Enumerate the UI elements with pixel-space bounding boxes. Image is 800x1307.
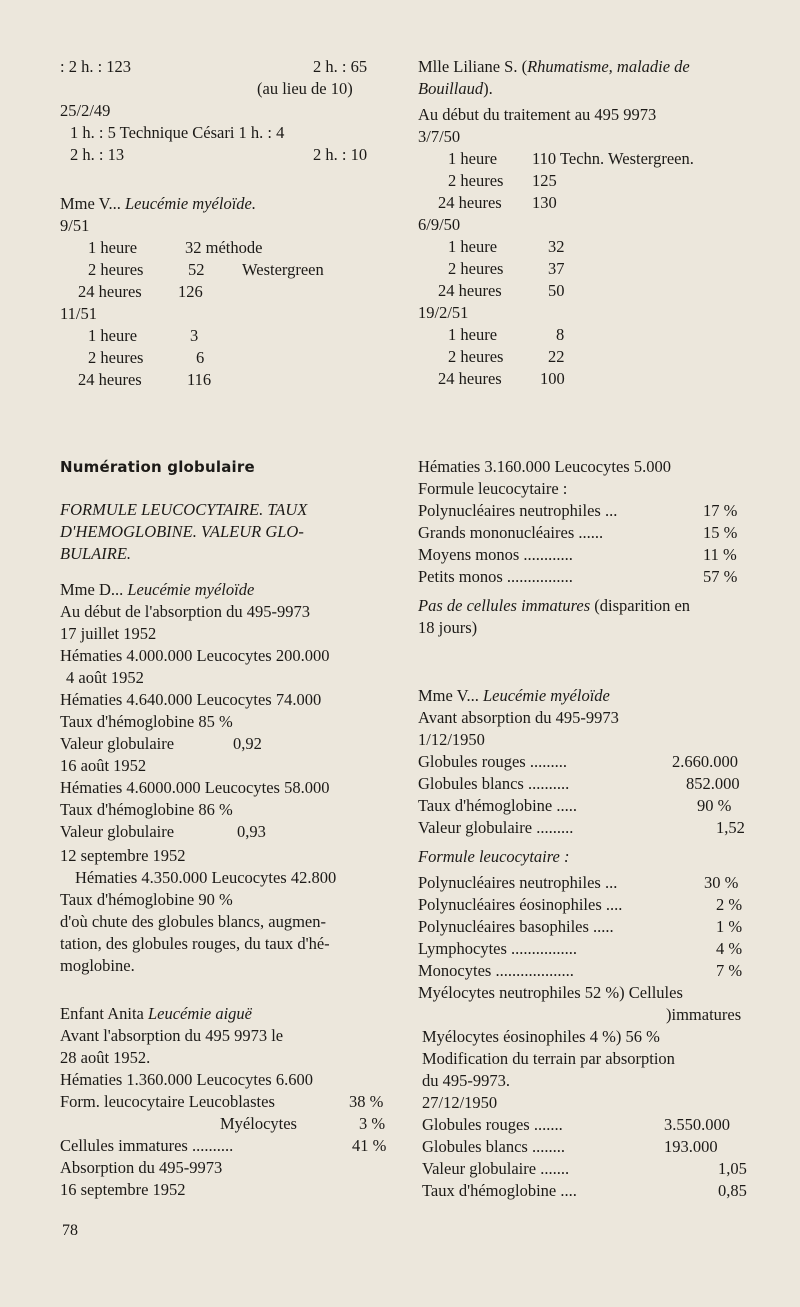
text-line: 0,85	[718, 1181, 747, 1200]
text-line: 57 %	[703, 567, 738, 586]
text-line: 2 heures	[448, 259, 504, 278]
text-line: Petits monos ................	[418, 567, 573, 586]
text-line: 11 %	[703, 545, 737, 564]
text-line: Cellules immatures ..........	[60, 1136, 234, 1155]
case-title: Mme D... Leucémie myéloïde	[60, 580, 255, 599]
text-line: 1,52	[716, 818, 745, 837]
text-line: Grands mononucléaires ......	[418, 523, 604, 542]
text-line: 2 h. : 13	[70, 145, 125, 164]
text-line: Valeur globulaire	[60, 822, 175, 841]
case-title: Enfant Anita Leucémie aiguë	[60, 1004, 252, 1023]
text-line: : 2 h. : 123	[60, 57, 132, 76]
text-line: moglobine.	[60, 956, 135, 975]
text-line: 8	[556, 325, 565, 344]
text-line: 22	[548, 347, 565, 366]
text-line: Valeur globulaire	[60, 734, 175, 753]
text-line: Hématies 4.000.000 Leucocytes 200.000	[60, 646, 330, 665]
text-line: 2 h. : 65	[313, 57, 368, 76]
text-line: 7 %	[716, 961, 743, 980]
text-line: Polynucléaires neutrophiles ...	[418, 501, 618, 520]
text-line: Absorption du 495-9973	[60, 1158, 223, 1177]
text-line: 852.000	[686, 774, 740, 793]
text-line: Valeur globulaire .......	[422, 1159, 570, 1178]
text-line: Valeur globulaire .........	[418, 818, 574, 837]
text-line: Polynucléaires éosinophiles ....	[418, 895, 623, 914]
text-line: 1 heure	[88, 238, 138, 257]
date-line: 25/2/49	[60, 101, 111, 120]
text-line: Taux d'hémoglobine 86 %	[60, 800, 233, 819]
text-line: 17 %	[703, 501, 738, 520]
date-line: 6/9/50	[418, 215, 461, 234]
case-title: Mme V... Leucémie myéloïde.	[60, 194, 256, 213]
text-line: (au lieu de 10)	[257, 79, 353, 98]
text-line: 100	[540, 369, 565, 388]
date-line: 12 septembre 1952	[60, 846, 186, 865]
text-line: 24 heures	[438, 369, 502, 388]
text-line: Avant absorption du 495-9973	[418, 708, 619, 727]
date-line: 4 août 1952	[66, 668, 144, 687]
date-line: 28 août 1952.	[60, 1048, 151, 1067]
text-line: Globules blancs ..........	[418, 774, 570, 793]
text-line: 3.550.000	[664, 1115, 730, 1134]
text-line: Taux d'hémoglobine 90 %	[60, 890, 233, 909]
text-line: 4 %	[716, 939, 743, 958]
text-line: 1,05	[718, 1159, 747, 1178]
text-line: 37	[548, 259, 565, 278]
text-line: 15 %	[703, 523, 738, 542]
text-line: Taux d'hémoglobine ....	[422, 1181, 577, 1200]
text-line: 41 %	[352, 1136, 387, 1155]
text-line: 90 %	[697, 796, 732, 815]
text-line: Monocytes ...................	[418, 961, 574, 980]
text-line: 2.660.000	[672, 752, 738, 771]
text-line: Moyens monos ............	[418, 545, 573, 564]
date-line: 16 septembre 1952	[60, 1180, 186, 1199]
text-line: Pas de cellules immatures (disparition en	[418, 596, 691, 615]
case-title: Mlle Liliane S. (Rhumatisme, maladie de	[418, 57, 690, 76]
text-line: Modification du terrain par absorption	[422, 1049, 675, 1068]
text-line: Hématies 1.360.000 Leucocytes 6.600	[60, 1070, 313, 1089]
text-line: Au début de l'absorption du 495-9973	[60, 602, 310, 621]
text-line: Globules rouges .........	[418, 752, 567, 771]
text-line: 1 heure	[448, 325, 498, 344]
text-line: 193.000	[664, 1137, 718, 1156]
text-line: Form. leucocytaire Leucoblastes	[60, 1092, 275, 1111]
date-line: 1/12/1950	[418, 730, 485, 749]
text-line: Myélocytes éosinophiles 4 %) 56 %	[422, 1027, 660, 1046]
page-number: 78	[62, 1222, 78, 1239]
section-heading: Numération globulaire	[60, 458, 255, 476]
text-line: 0,92	[233, 734, 262, 753]
text-line: 2 heures	[88, 260, 144, 279]
formula-title: D'HEMOGLOBINE. VALEUR GLO-	[60, 522, 304, 541]
text-line: Hématies 4.640.000 Leucocytes 74.000	[60, 690, 322, 709]
text-line: 24 heures	[438, 193, 502, 212]
text-line: Hématies 4.350.000 Leucocytes 42.800	[75, 868, 337, 887]
date-line: 3/7/50	[418, 127, 461, 146]
text-line: Globules rouges .......	[422, 1115, 563, 1134]
text-line: 0,93	[237, 822, 266, 841]
text-line: 2 h. : 10	[313, 145, 368, 164]
text-line: 125	[532, 171, 557, 190]
text-line: 1 h. : 5 Technique Césari 1 h. : 4	[70, 123, 285, 142]
text-line: 110 Techn. Westergreen.	[532, 149, 694, 168]
text-line: 32	[548, 237, 565, 256]
formula-title: BULAIRE.	[60, 544, 132, 563]
text-line: 1 heure	[88, 326, 138, 345]
text-line: 30 %	[704, 873, 739, 892]
text-line: Avant l'absorption du 495 9973 le	[60, 1026, 284, 1045]
text-line: 50	[548, 281, 565, 300]
date-line: 17 juillet 1952	[60, 624, 157, 643]
text-line: 1 heure	[448, 237, 498, 256]
text-line: Myélocytes neutrophiles 52 %) Cellules	[418, 983, 683, 1002]
text-line: Lymphocytes ................	[418, 939, 578, 958]
text-line: 32 méthode	[185, 238, 263, 257]
text-line: 24 heures	[78, 370, 142, 389]
text-line: Taux d'hémoglobine 85 %	[60, 712, 233, 731]
text-line: 18 jours)	[418, 618, 478, 637]
text-line: tation, des globules rouges, du taux d'hé-	[60, 934, 330, 953]
text-line: 1 %	[716, 917, 743, 936]
text-line: 24 heures	[78, 282, 142, 301]
formula-title: FORMULE LEUCOCYTAIRE. TAUX	[60, 500, 308, 519]
text-line: 2 heures	[448, 347, 504, 366]
text-line: Au début du traitement au 495 9973	[418, 105, 657, 124]
text-line: 116	[187, 370, 212, 389]
subheading: Formule leucocytaire :	[418, 847, 570, 866]
text-line: 3 %	[359, 1114, 386, 1133]
text-line: 2 heures	[448, 171, 504, 190]
text-line: 52	[188, 260, 205, 279]
date-line: 19/2/51	[418, 303, 469, 322]
date-line: 9/51	[60, 216, 90, 235]
text-line: )immatures	[666, 1005, 742, 1024]
text-line: Polynucléaires basophiles .....	[418, 917, 614, 936]
text-line: 2 heures	[88, 348, 144, 367]
text-line: d'où chute des globules blancs, augmen-	[60, 912, 326, 931]
text-line: 24 heures	[438, 281, 502, 300]
date-line: 11/51	[60, 304, 97, 323]
text-line: du 495-9973.	[422, 1071, 510, 1090]
text-line: Westergreen	[242, 260, 324, 279]
text-line: 3	[190, 326, 199, 345]
text-line: Globules blancs ........	[422, 1137, 565, 1156]
date-line: 16 août 1952	[60, 756, 147, 775]
case-title: Bouillaud).	[418, 79, 493, 98]
text-line: 126	[178, 282, 203, 301]
text-line: Formule leucocytaire :	[418, 479, 568, 498]
text-line: 6	[196, 348, 205, 367]
text-line: Taux d'hémoglobine .....	[418, 796, 577, 815]
text-line: Myélocytes	[220, 1114, 297, 1133]
date-line: 27/12/1950	[422, 1093, 498, 1112]
text-line: Hématies 3.160.000 Leucocytes 5.000	[418, 457, 671, 476]
text-line: Polynucléaires neutrophiles ...	[418, 873, 618, 892]
case-title: Mme V... Leucémie myéloïde	[418, 686, 610, 705]
text-line: Hématies 4.6000.000 Leucocytes 58.000	[60, 778, 330, 797]
text-line: 130	[532, 193, 557, 212]
text-line: 38 %	[349, 1092, 384, 1111]
text-line: 1 heure	[448, 149, 498, 168]
text-line: 2 %	[716, 895, 743, 914]
